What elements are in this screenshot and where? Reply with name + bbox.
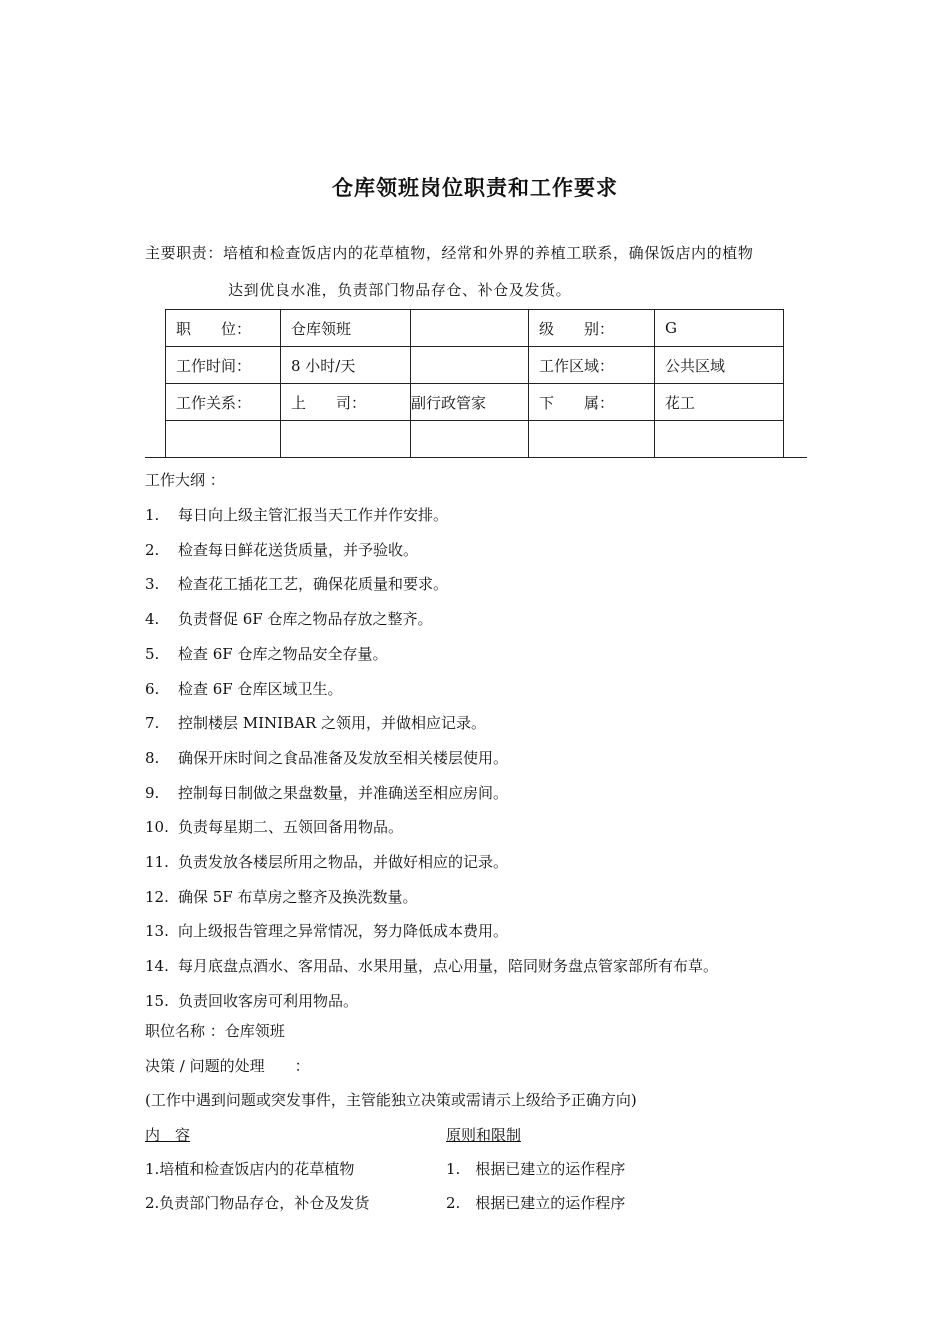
list-item-text: 负责发放各楼层所用之物品，并做好相应的记录。 <box>178 853 509 871</box>
table-cell <box>529 421 655 458</box>
decision-content-1: 1.培植和检查饭店内的花草植物 <box>145 1160 355 1178</box>
list-item-number: 2. <box>145 540 160 559</box>
table-cell: 下 属： <box>529 384 655 421</box>
table-row <box>166 310 784 347</box>
list-item <box>145 782 508 803</box>
list-item-text: 确保 5F 布草房之整齐及换洗数量。 <box>178 887 418 906</box>
list-item-text: 检查每日鲜花送货质量，并予验收。 <box>178 540 419 559</box>
main-duty-line2: 达到优良水准，负责部门物品存仓、补仓及发货。 <box>228 281 572 299</box>
list-item-number: 12. <box>145 887 169 906</box>
list-item <box>145 990 358 1011</box>
table-bottom-rule <box>145 457 807 458</box>
list-item-number: 10. <box>145 818 169 837</box>
list-item-text: 向上级报告管理之异常情况，努力降低成本费用。 <box>178 922 509 941</box>
column-header-content: 内 容 <box>145 1126 191 1144</box>
table-cell: 工作关系： <box>166 384 281 421</box>
list-item-text: 检查 6F 仓库区域卫生。 <box>178 679 343 698</box>
table-cell: G <box>655 310 784 347</box>
main-duty-text-1: 培植和检查饭店内的花草植物，经常和外界的养植工联系，确保饭店内的植物 <box>223 244 754 262</box>
list-item-number: 8. <box>145 748 160 767</box>
column-header-principle: 原则和限制 <box>446 1126 522 1144</box>
table-cell: 级 别： <box>529 310 655 347</box>
table-cell: 职 位： <box>166 310 281 347</box>
job-info-table <box>165 309 784 458</box>
list-item-text: 控制每日制做之果盘数量，并准确送至相应房间。 <box>178 783 509 802</box>
list-item-text: 控制楼层 MINIBAR 之领用，并做相应记录。 <box>178 714 487 733</box>
list-item-text: 每日向上级主管汇报当天工作并作安排。 <box>178 506 449 524</box>
decision-principle-1: 1. 根据已建立的运作程序 <box>446 1160 626 1178</box>
table-cell: 工作时间： <box>166 347 281 384</box>
table-cell: 副行政管家 <box>411 384 529 421</box>
table-row <box>166 384 784 421</box>
table-cell <box>281 421 411 458</box>
list-item-number: 15. <box>145 991 169 1010</box>
list-item-text: 负责每星期二、五领回备用物品。 <box>178 818 404 837</box>
list-item-number: 3. <box>145 575 160 594</box>
list-item-text: 负责回收客房可利用物品。 <box>178 991 359 1010</box>
table-cell <box>411 421 529 458</box>
decision-principle-2: 2. 根据已建立的运作程序 <box>446 1194 626 1212</box>
table-row <box>166 347 784 384</box>
list-item <box>145 920 508 941</box>
list-item-number: 6. <box>145 679 160 698</box>
table-cell: 仓库领班 <box>281 310 411 347</box>
table-cell: 8 小时/天 <box>281 347 411 384</box>
list-item <box>145 712 486 733</box>
list-item <box>145 539 418 560</box>
list-item-number: 4. <box>145 610 160 629</box>
list-item-number: 1. <box>145 506 160 524</box>
page-title: 仓库领班岗位职责和工作要求 <box>332 176 618 200</box>
list-item-number: 13. <box>145 922 169 941</box>
decision-content-2: 2.负责部门物品存仓，补仓及发货 <box>145 1194 370 1212</box>
list-item-text: 每月底盘点酒水、客用品、水果用量，点心用量，陪同财务盘点管家部所有布草。 <box>178 957 719 976</box>
list-item-number: 9. <box>145 783 160 802</box>
main-duty-line1 <box>145 242 753 263</box>
table-row <box>166 421 784 458</box>
decision-heading: 决策 / 问题的处理 ： <box>145 1057 310 1075</box>
table-cell: 上 司： <box>281 384 411 421</box>
list-item <box>145 643 388 664</box>
list-item <box>145 608 433 629</box>
table-cell: 花工 <box>655 384 784 421</box>
list-item-text: 负责督促 6F 仓库之物品存放之整齐。 <box>178 610 433 629</box>
list-item-number: 7. <box>145 714 160 733</box>
list-item <box>145 747 508 768</box>
table-cell: 工作区域： <box>529 347 655 384</box>
list-item <box>145 816 403 837</box>
list-item <box>145 504 448 525</box>
list-item <box>145 851 508 872</box>
decision-note: (工作中遇到问题或突发事件，主管能独立决策或需请示上级给予正确方向) <box>145 1091 637 1109</box>
list-item-number: 11. <box>145 853 169 871</box>
list-item-text: 检查 6F 仓库之物品安全存量。 <box>178 644 388 663</box>
table-cell <box>411 347 529 384</box>
list-item-number: 14. <box>145 957 169 976</box>
table-cell <box>166 421 281 458</box>
table-cell <box>411 310 529 347</box>
main-duty-label: 主要职责： <box>145 244 224 262</box>
position-name: 职位名称 ：仓库领班 <box>145 1022 285 1040</box>
table-cell <box>655 421 784 458</box>
list-item-number: 5. <box>145 644 160 663</box>
list-item-text: 确保开床时间之食品准备及发放至相关楼层使用。 <box>178 748 509 767</box>
list-item <box>145 886 418 907</box>
list-item <box>145 955 718 976</box>
list-item <box>145 678 343 699</box>
outline-heading: 工作大纲 ： <box>145 471 225 489</box>
list-item-text: 检查花工插花工艺，确保花质量和要求。 <box>178 575 449 594</box>
table-cell: 公共区域 <box>655 347 784 384</box>
list-item <box>145 573 448 594</box>
